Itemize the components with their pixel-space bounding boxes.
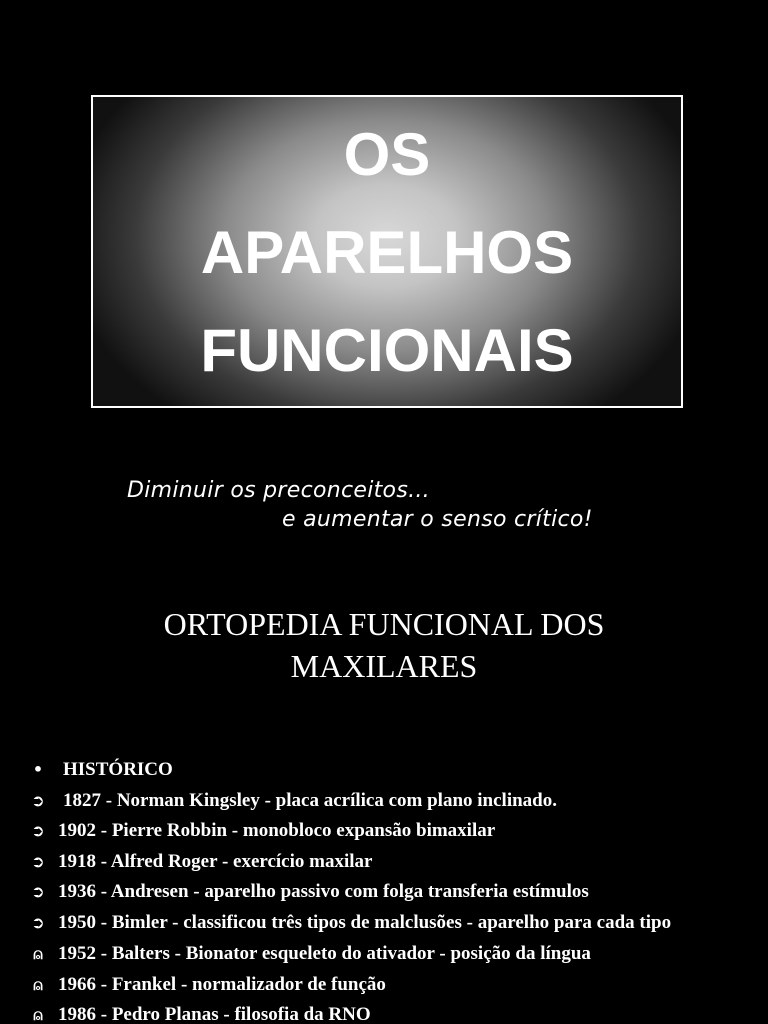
list-item-text: 1918 - Alfred Roger - exercício maxilar — [58, 851, 373, 872]
tagline-line-2: e aumentar o senso crítico! — [282, 507, 593, 532]
list-item-text: 1827 - Norman Kingsley - placa acrílica com plano inclinado. — [63, 790, 557, 811]
title-line-3: FUNCIONAIS — [200, 317, 574, 384]
arch-bullet-icon: ⍝ — [33, 944, 43, 963]
arrow-bullet-icon: ➲ — [31, 821, 45, 840]
section-title-line-1: ORTOPEDIA FUNCIONAL DOS — [163, 606, 605, 642]
tagline-line-1: Diminuir os preconceitos... — [127, 478, 430, 503]
list-item — [0, 877, 768, 907]
bullet-dot-icon: • — [32, 760, 44, 779]
title-box — [91, 95, 683, 408]
list-item-text: 1952 - Balters - Bionator esqueleto do ativador - posição da língua — [58, 943, 591, 964]
arrow-bullet-icon: ➲ — [31, 852, 45, 871]
arch-bullet-icon: ⍝ — [33, 1005, 43, 1024]
list-item — [0, 1000, 768, 1024]
title-line-1: OS — [343, 121, 431, 188]
section-title — [0, 603, 768, 687]
arrow-bullet-icon: ➲ — [31, 882, 45, 901]
list-item-text: 1986 - Pedro Planas - filosofia da RNO — [58, 1004, 371, 1024]
list-item — [0, 970, 768, 1000]
arrow-bullet-icon: ➲ — [31, 791, 45, 810]
list-item-text: 1936 - Andresen - aparelho passivo com folga transferia estímulos — [58, 881, 589, 902]
list-item-text: 1966 - Frankel - normalizador de função — [58, 974, 386, 995]
list-item — [0, 786, 768, 816]
list-item-text: 1902 - Pierre Robbin - monobloco expansão bimaxilar — [58, 820, 496, 841]
title-line-2: APARELHOS — [200, 219, 574, 286]
list-item — [0, 816, 768, 846]
arch-bullet-icon: ⍝ — [33, 975, 43, 994]
list-item-text: 1950 - Bimler - classificou três tipos de malclusões - aparelho para cada tipo — [58, 912, 672, 933]
section-title-line-2: MAXILARES — [290, 648, 478, 684]
list-item-text: HISTÓRICO — [63, 759, 173, 780]
list-item — [0, 908, 768, 938]
list-item — [0, 847, 768, 877]
arrow-bullet-icon: ➲ — [31, 913, 45, 932]
list-item — [0, 755, 768, 785]
list-item — [0, 939, 768, 969]
